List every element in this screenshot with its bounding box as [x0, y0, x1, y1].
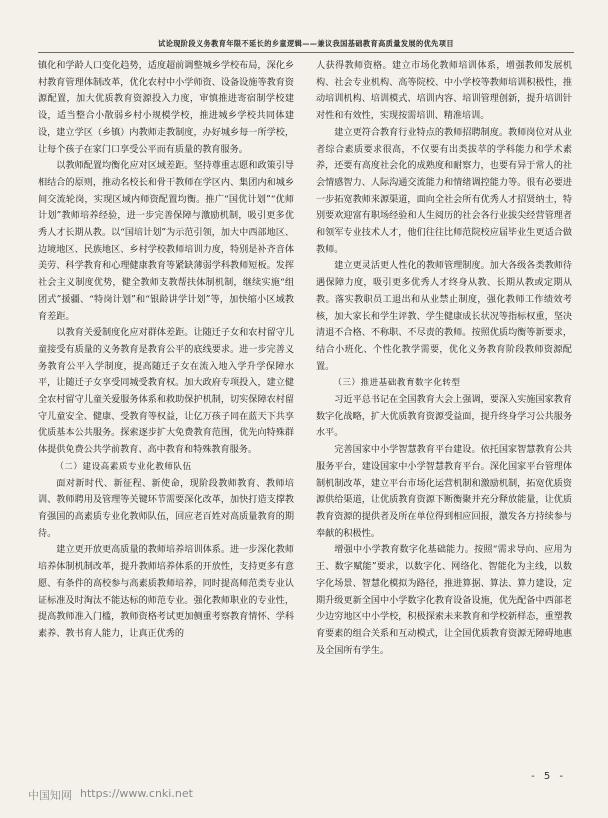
- running-head: 试论现阶段义务教育年限不延长的乡童逻辑——兼议我国基础教育高质量发展的优先项目: [158, 39, 454, 48]
- left-column: [38, 58, 294, 758]
- cnki-watermark: [28, 787, 193, 803]
- body-paragraph: 增强中小学教育数字化基础能力。按照“需求导向、应用为王、数字赋能”要求，以数字化、网络化、智能化为主线，以数字化场景、智慧化模拟为路径，推进算据、算法、算力建设，定期升级更新全国中小学数字化教育设备设施，优先配备中西部老少边穷地区中小学校，积极探索未来教育和学校新样态，重塑教育要素的组合关系和互动模式，让全国优质教育资源无障碍地惠及全国所有学生。: [316, 545, 572, 656]
- body-paragraph: 建立更灵活更人性化的教师管理制度。加大各级各类教师待遇保障力度，吸引更多优秀人才终身从教、长期从教或定期从教。落实教职员工退出和从业禁止制度，强化教师工作绩效考核，加大家长和学生评教、学生健康成长状况等指标权重，坚决清退不合格、不称职、不尽责的教师。按照优质均衡等新要求，结合小班化、个性化教学需要，优化义务教育阶段教师资源配置。: [316, 261, 572, 372]
- body-paragraph: 习近平总书记在全国教育大会上强调，要深入实施国家教育数字化战略，扩大优质教育资源受益面，提升终身学习公共服务水平。: [316, 395, 572, 439]
- watermark-url: https://www.cnki.net: [80, 787, 193, 800]
- body-paragraph: 镇化和学龄人口变化趋势，适度超前调整城乡学校布局，深化乡村教育管理体制改革，优化农村中小学师资、设备设施等教育资源配置，加大优质教育资源投入力度，审慎推进寄宿制学校建设，适当整合小散弱乡村小规模学校，推进城乡学校共同体建设，建立学区（乡镇）内教师走教制度，办好城乡每一所学校，让每个孩子在家门口享受公平而有质量的教育服务。: [38, 61, 294, 155]
- body-paragraph: 以教育关爱制度化应对群体差距。让随迁子女和农村留守儿童接受有质量的义务教育是教育公平的底线要求。进一步完善义务教育公平入学制度，提高随迁子女在流入地入学升学保障水平，让随迁子女享受同城受教育权。加大政府专项投入，建立健全农村留守儿童关爱服务体系和救助保护机制，切实保障农村留守儿童安全、健康、受教育等权益，让亿万孩子同在蓝天下共享优质基本公共服务。探索逐步扩大免费教育范围，优先向特殊群体提供免费公共学前教育、高中教育和特殊教育服务。: [38, 328, 294, 456]
- header-rule: [38, 52, 574, 53]
- body-paragraph: 建立更符合教育行业特点的教师招聘制度。教师岗位对从业者综合素质要求很高，不仅要有出类拔萃的学科能力和学术素养，还要有高度社会化的成熟度和耐察力，也要有异于常人的社会情感智力、人际沟通交流能力和情绪调控能力等。很有必要进一步拓宽教师来源渠道，面向全社会所有优秀人才招贤纳士，特别要欢迎富有职场经验和人生阅历的社会各行业拔尖经营管理者和领军专业技术人才，他们往往比师范院校应届毕业生更适合做教师。: [316, 127, 572, 255]
- body-paragraph: 面对新时代、新征程、新使命，现阶段教师教育、教师培训、教师聘用及管理等关键环节需要深化改革，加快打造支撑教育强国的高素质专业化教师队伍，回应老百姓对高质量教育的期待。: [38, 478, 294, 539]
- section-subheading: （二）建设高素质专业化教师队伍: [55, 461, 192, 472]
- body-paragraph: 建立更开放更高质量的教师培养培训体系。进一步深化教师培养体制机制改革，提升教师培养体系的开放性，支持更多有意愿、有条件的高校参与高素质教师培养，同时提高师范类专业认证标准及时淘汰不能达标的师范专业。强化教师职业的专业性，提高教师准入门槛，教师资格考试更加侧重考察教育情怀、学科素养、教书育人能力，让真正优秀的: [38, 545, 294, 639]
- body-paragraph: 完善国家中小学智慧教育平台建设。依托国家智慧教育公共服务平台，建设国家中小学智慧教育平台。深化国家平台管理体制机制改革，建立平台市场化运营机制和激励机制，拓宽优质资源供给渠道，让优质教育资源下断衡聚并充分释放能量，让优质教育资源的提供者及所在单位得到相应回报，激发各方持续参与奉献的积极性。: [316, 445, 572, 539]
- body-paragraph: 人获得教师资格。建立市场化教师培训体系，增强教师发展机构、社会专业机构、高等院校、中小学校等教师培训积极性，推动培训机构、培训模式、培训内容、培训管理创新，提升培训针对性和有效性，实现按需培训、精准培训。: [316, 61, 572, 122]
- body-paragraph: 以教师配置均衡化应对区域差距。坚持尊重志愿和政策引导相结合的原则，推动名校长和骨干教师在学区内、集团内和城乡间交流轮岗，实现区域内师资配置均衡。推广“国优计划”“优师计划”教师培养经验，进一步完善保障与激励机制，吸引更多优秀人才长期从教。以“国培计划”为示范引领，加大中西部地区、边境地区、民族地区、乡村学校教师培训力度，特别是补齐音体美劳、科学教育和心理健康教育等紧缺薄弱学科教师短板。发挥社会主义制度优势，健全教师支教帮扶体制机制，继续实施“组团式”援疆、“特岗计划”和“银龄讲学计划”等，加快缩小区域教育差距。: [38, 161, 294, 322]
- watermark-site-name: 中国知网: [28, 789, 72, 802]
- page-number: - 5 -: [531, 771, 566, 782]
- section-subheading: （三）推进基础教育数字化转型: [333, 378, 461, 389]
- right-column: [316, 58, 572, 758]
